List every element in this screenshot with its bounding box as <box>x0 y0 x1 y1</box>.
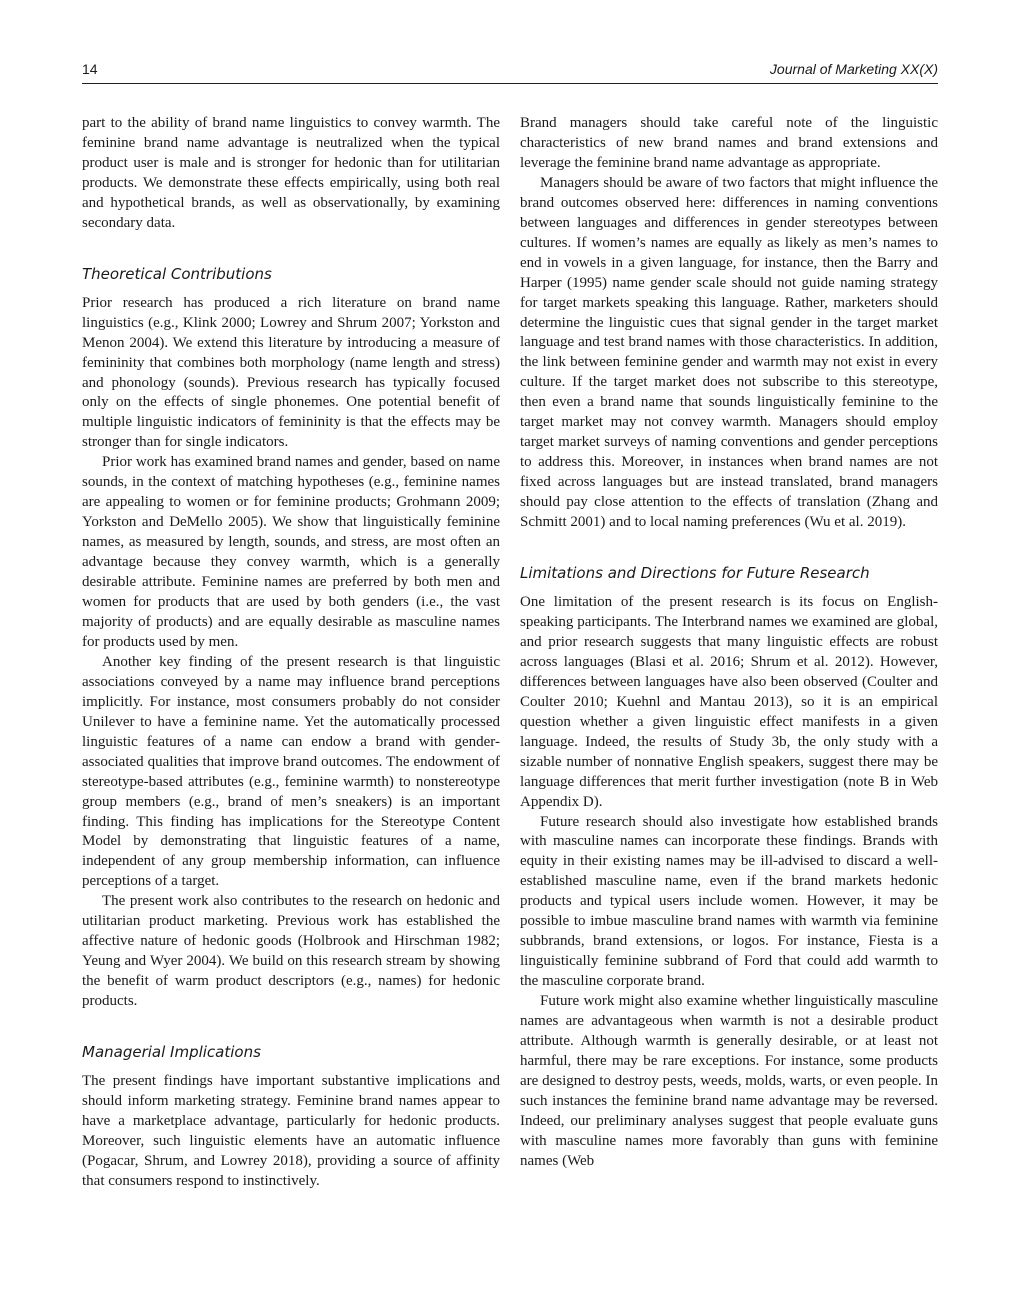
intro-paragraph: part to the ability of brand name linguistics to convey warmth. The feminine brand name advantage is neutralized when the typical product user is male and is stronger for hedonic than for utilitarian products. We demonstrate these effects empirically, using both real and hypothetical brands, as well as observationally, by examining secondary data. <box>82 115 500 231</box>
section-heading-managerial: Managerial Implications <box>82 1043 261 1062</box>
section-heading-theoretical: Theoretical Contributions <box>82 264 272 283</box>
running-header <box>82 61 938 84</box>
theoretical-paragraph-4: The present work also contributes to the research on hedonic and utilitarian product marketing. Previous work has established the affective nature of hedonic goods (Holbrook and Hirschman 1982; Yeung and Wyer 2004). We build on this research stream by showing the benefit of warm product descriptors (e.g., names) for hedonic products. <box>82 893 500 1010</box>
left-column <box>82 114 500 1192</box>
managerial-paragraph-1-cont: Brand managers should take careful note of the linguistic characteristics of new brand names and brand extensions and leverage the feminine brand name advantage as appropriate. <box>520 115 938 171</box>
limitations-paragraph-2: Future research should also investigate how established brands with masculine names can incorporate these findings. Brands with equity in their existing names may be ill-advised to discard a well-established masculine name, even if the brand markets hedonic products and typical users include women. However, it may be possible to imbue masculine brand names with warmth via feminine subbrands, brand extensions, or logos. For instance, Fiesta is a linguistically feminine subbrand of Ford that could add warmth to the masculine corporate brand. <box>520 813 938 990</box>
theoretical-paragraph-2: Prior work has examined brand names and gender, based on name sounds, in the context of matching hypotheses (e.g., feminine names are appealing to women or for feminine products; Grohmann 2009; Yorkston and DeMello 2005). We show that linguistically feminine names, as measured by length, sounds, and stress, are most often an advantage because they convey warmth, which is a generally desirable attribute. Feminine names are preferred by both men and women for products that are used by both genders (i.e., the vast majority of products) and are equally desirable as masculine names for products used by men. <box>82 454 500 650</box>
managerial-paragraph-1: The present findings have important substantive implications and should inform marketing strategy. Feminine brand names appear to have a marketplace advantage, particularly for hedonic products. Moreover, such linguistic elements have an automatic influence (Pogacar, Shrum, and Lowrey 2018), providing a source of affinity that consumers respond to instinctively. <box>82 1073 500 1189</box>
journal-title: Journal of Marketing XX(X) <box>769 61 938 77</box>
section-heading-limitations: Limitations and Directions for Future Research <box>520 564 870 583</box>
page-number: 14 <box>82 61 98 77</box>
limitations-paragraph-1: One limitation of the present research is its focus on English-speaking participants. The Interbrand names we examined are global, and prior research suggests that many linguistic effects are robust across languages (Blasi et al. 2016; Shrum et al. 2012). However, differences between languages have also been observed (Coulter and Coulter 2010; Kuehnl and Mantau 2013), so it is an empirical question whether a given linguistic effect manifests in a given language. Indeed, the results of Study 3b, the only study with a sizable number of nonnative English speakers, suggest there may be language differences that merit further investigation (note B in Web Appendix D). <box>520 594 938 810</box>
theoretical-paragraph-3: Another key finding of the present research is that linguistic associations conveyed by a name may influence brand perceptions implicitly. For instance, most consumers probably do not consider Unilever to have a feminine name. Yet the automatically processed linguistic features of a name can endow a brand with gender-associated qualities that improve brand outcomes. The endowment of stereotype-based attributes (e.g., feminine warmth) to nonstereotype group members (e.g., brand of men’s sneakers) is an important finding. This finding has implications for the Stereotype Content Model by demonstrating that linguistic features of a name, independent of any group membership information, can influence perceptions of a target. <box>82 653 500 890</box>
right-column <box>520 114 938 1172</box>
managerial-paragraph-2: Managers should be aware of two factors that might influence the brand outcomes observed here: differences in naming conventions between languages and differences in gender stereotypes between cultures. If women’s names are equally as likely as men’s names to end in vowels in a given language, for instance, then the Barry and Harper (1995) name gender scale should not guide naming strategy for target markets speaking this language. Rather, marketers should determine the linguistic cues that signal gender in the target market language and test brand names with those characteristics. In addition, the link between feminine gender and warmth may not exist in every culture. If the target market does not subscribe to this stereotype, then even a brand name that sounds linguistically feminine to the target market may not convey warmth. Managers should employ target market surveys of naming conventions and gender perceptions to address this. Moreover, in instances when brand names are not fixed across languages but are instead translated, brand managers should pay close attention to the effects of translation (Zhang and Schmitt 2001) and to local naming preferences (Wu et al. 2019). <box>520 174 938 531</box>
limitations-paragraph-3: Future work might also examine whether linguistically masculine names are advantageous when warmth is not a desirable product attribute. Although warmth is generally desirable, or at least not harmful, there may be rare exceptions. For instance, some products are designed to destroy pests, weeds, molds, warts, or even people. In such instances the feminine brand name advantage may be reversed. Indeed, our preliminary analyses suggest that people evaluate guns with masculine names more favorably than guns with feminine names (Web <box>520 993 938 1169</box>
theoretical-paragraph-1: Prior research has produced a rich literature on brand name linguistics (e.g., Klink 2000; Lowrey and Shrum 2007; Yorkston and Menon 2004). We extend this literature by introducing a measure of femininity that combines both morphology (name length and stress) and phonology (sounds). Previous research has typically focused only on the effects of single phonemes. One potential benefit of multiple linguistic indicators of femininity is that the effects may be stronger than for single indicators. <box>82 294 500 451</box>
